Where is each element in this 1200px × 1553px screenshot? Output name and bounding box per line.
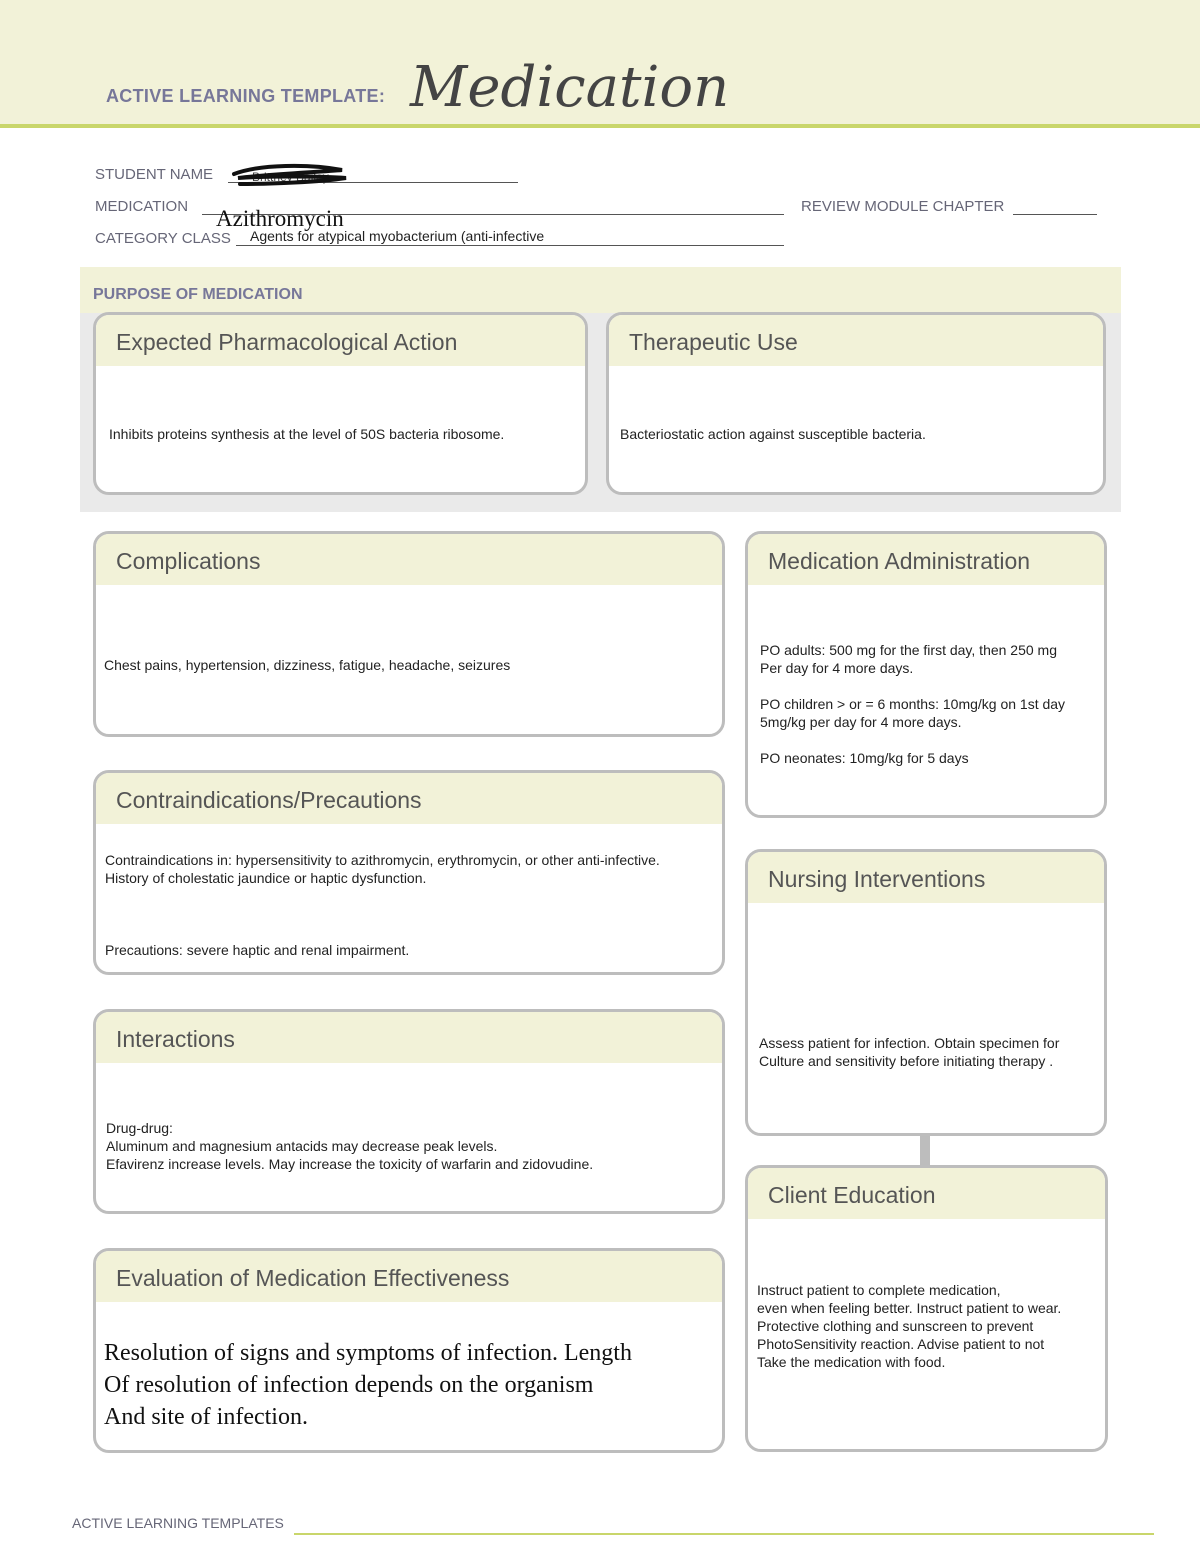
interactions-title: Interactions: [96, 1012, 722, 1063]
evaluation-title: Evaluation of Medication Effectiveness: [96, 1251, 722, 1302]
complications-text[interactable]: Chest pains, hypertension, dizziness, fatigue, headache, seizures: [104, 657, 511, 673]
page-title: Medication: [410, 55, 730, 120]
evaluation-text[interactable]: [104, 1337, 632, 1433]
client-education-text[interactable]: [757, 1281, 1061, 1371]
footer-label: ACTIVE LEARNING TEMPLATES: [72, 1515, 284, 1531]
complications-title: Complications: [96, 534, 722, 585]
medication-value[interactable]: Azithromycin: [216, 206, 344, 231]
redaction-scribble: [230, 162, 350, 190]
nursing-interventions-title: Nursing Interventions: [748, 852, 1104, 903]
precautions-line: Precautions: severe haptic and renal impairment.: [105, 942, 410, 958]
client-education-line: Take the medication with food.: [757, 1354, 946, 1370]
client-education-box: [745, 1165, 1108, 1452]
review-module-underline[interactable]: [1013, 214, 1097, 215]
client-education-line: Protective clothing and sunscreen to prevent: [757, 1318, 1034, 1334]
medication-administration-text[interactable]: [760, 641, 1065, 767]
therapeutic-use-box: [606, 312, 1106, 495]
student-name-value[interactable]: Brittney Bailey: [252, 170, 329, 184]
contraindications-line: History of cholestatic jaundice or haptic dysfunction.: [105, 870, 427, 886]
evaluation-line: Resolution of signs and symptoms of infection. Length: [104, 1340, 632, 1366]
review-module-label: REVIEW MODULE CHAPTER: [801, 198, 1005, 215]
contraindications-line: Contraindications in: hypersensitivity to azithromycin, erythromycin, or other anti-infective.: [105, 852, 660, 868]
client-education-line: even when feeling better. Instruct patient to wear.: [757, 1300, 1062, 1316]
medication-label: MEDICATION: [95, 198, 189, 215]
category-class-label: CATEGORY CLASS: [95, 230, 231, 247]
medication-administration-title: Medication Administration: [748, 534, 1104, 585]
med-admin-line: PO children > or = 6 months: 10mg/kg on 1st day: [760, 696, 1066, 712]
contraindications-box: [93, 770, 725, 975]
interactions-text[interactable]: [106, 1119, 593, 1173]
nursing-line: Assess patient for infection. Obtain specimen for: [759, 1035, 1060, 1051]
interactions-line: Drug-drug:: [106, 1120, 173, 1136]
expected-action-title: Expected Pharmacological Action: [96, 315, 585, 366]
client-education-title: Client Education: [748, 1168, 1105, 1219]
purpose-label: PURPOSE OF MEDICATION: [93, 286, 303, 303]
category-class-underline: [236, 245, 784, 246]
nursing-interventions-box: [745, 849, 1107, 1136]
therapeutic-use-text[interactable]: Bacteriostatic action against susceptible bacteria.: [620, 426, 926, 442]
med-admin-line: Per day for 4 more days.: [760, 660, 914, 676]
contraindications-title: Contraindications/Precautions: [96, 773, 722, 824]
contraindications-text[interactable]: [105, 851, 660, 959]
med-admin-line: 5mg/kg per day for 4 more days.: [760, 714, 962, 730]
med-admin-line: PO neonates: 10mg/kg for 5 days: [760, 750, 969, 766]
interactions-line: Efavirenz increase levels. May increase the toxicity of warfarin and zidovudine.: [106, 1156, 594, 1172]
category-class-value[interactable]: Agents for atypical myobacterium (anti-infective: [250, 228, 545, 244]
expected-action-box: [93, 312, 588, 495]
evaluation-line: Of resolution of infection depends on the organism: [104, 1372, 594, 1398]
client-education-line: PhotoSensitivity reaction. Advise patient to not: [757, 1336, 1045, 1352]
footer-rule: [294, 1533, 1154, 1535]
interactions-line: Aluminum and magnesium antacids may decrease peak levels.: [106, 1138, 498, 1154]
box-connector: [920, 1134, 930, 1166]
therapeutic-use-title: Therapeutic Use: [609, 315, 1103, 366]
interactions-box: [93, 1009, 725, 1214]
nursing-interventions-text[interactable]: [759, 1034, 1059, 1070]
nursing-line: Culture and sensitivity before initiating therapy .: [759, 1053, 1054, 1069]
medication-administration-box: [745, 531, 1107, 818]
expected-action-text[interactable]: Inhibits proteins synthesis at the level of 50S bacteria ribosome.: [109, 426, 505, 442]
client-education-line: Instruct patient to complete medication,: [757, 1282, 1001, 1298]
evaluation-line: And site of infection.: [104, 1404, 308, 1430]
med-admin-line: PO adults: 500 mg for the first day, then 250 mg: [760, 642, 1058, 658]
student-name-label: STUDENT NAME: [95, 166, 214, 183]
evaluation-box: [93, 1248, 725, 1453]
template-label: ACTIVE LEARNING TEMPLATE:: [106, 86, 386, 106]
complications-box: [93, 531, 725, 737]
